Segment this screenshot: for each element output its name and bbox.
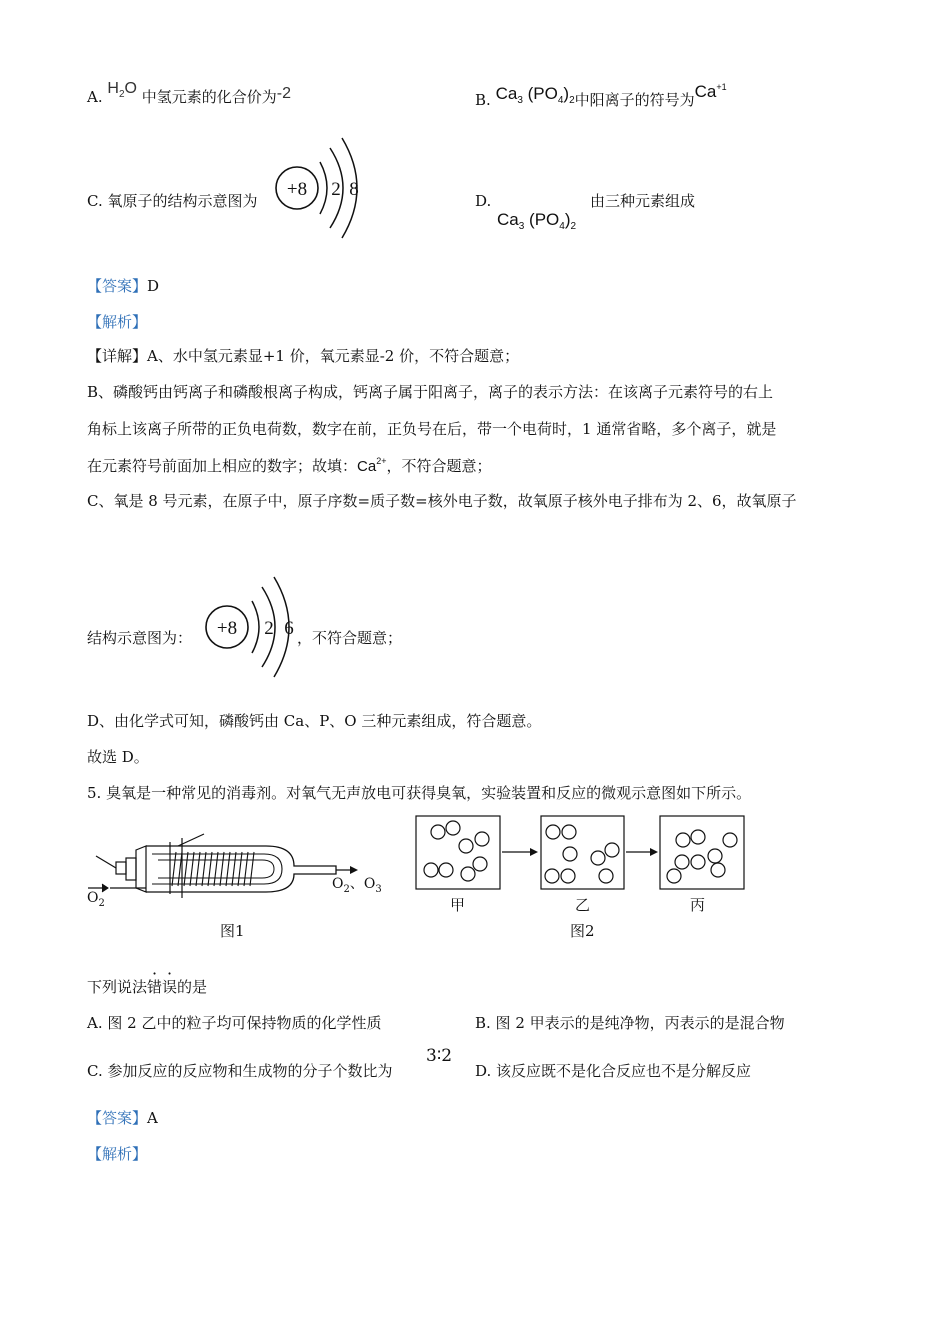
answer-line: 【答案】D <box>87 277 160 295</box>
water-formula: $H_2O$ <box>107 80 137 100</box>
analysis-label: 【解析】 <box>87 313 148 331</box>
svg-text:2: 2 <box>331 179 341 200</box>
svg-text:8: 8 <box>349 179 359 200</box>
q5-option-c: C. 参加反应的反应物和生成物的分子个数比为 <box>87 1062 393 1080</box>
svg-text:6: 6 <box>284 618 294 639</box>
q5-stem: 5. 臭氧是一种常见的消毒剂。对氧气无声放电可获得臭氧，实验装置和反应的微观示意图如下所示。 <box>87 784 752 802</box>
q4-option-c: C. 氧原子的结构示意图为 <box>87 192 258 210</box>
oxygen-atom-diagram-explain <box>202 575 302 679</box>
explain-line-1: 【详解】A、水中氢元素显+1 价，氧元素显-2 价，不符合题意； <box>87 347 520 365</box>
calcium-phosphate-formula: $Ca_3$ $(PO_4)_2$ <box>495 84 575 106</box>
svg-text:+8: +8 <box>286 179 308 200</box>
explain-line-2: B、磷酸钙由钙离子和磷酸根离子构成，钙离子属于阳离子，离子的表示方法：在该离子元素符号的右上 <box>87 383 774 401</box>
calcium-phosphate-formula-d: $Ca_3$ $(PO_4)_2$ <box>497 210 577 232</box>
fig2-label-bing: 丙 <box>690 896 706 914</box>
explain-line-8: 故选 D。 <box>87 748 149 766</box>
svg-text:2: 2 <box>264 618 274 639</box>
oxygen-atom-diagram-option <box>272 136 368 240</box>
q4-option-b: B. $Ca_3$ $(PO_4)_2$中阳离子的符号为$Ca^{+1}$ <box>475 82 727 109</box>
explain-line-3: 角标上该离子所带的正负电荷数，数字在前，正负号在后，带一个电荷时，1 通常省略，多个离子，就是 <box>87 420 777 438</box>
q4-option-d-text: 由三种元素组成 <box>590 192 696 210</box>
ozone-generator-figure <box>86 828 386 918</box>
micro-reaction-figure <box>412 812 752 892</box>
explain-line-6: 结构示意图为： <box>87 629 193 647</box>
q5-prompt: 下列说法错误的是 <box>87 978 208 996</box>
explain-line-7: D、由化学式可知，磷酸钙由 Ca、P、O 三种元素组成，符合题意。 <box>87 712 542 730</box>
valence-value: -2 <box>276 85 291 102</box>
fig2-label-jia: 甲 <box>450 896 466 914</box>
explain-line-4: 在元素符号前面加上相应的数字；故填：$Ca^{2+}$，不符合题意； <box>87 456 492 475</box>
fig1-inlet-label: $O_2$ <box>87 890 105 909</box>
q4-option-a: A. $H_2O$ 中氢元素的化合价为-2 <box>87 80 291 106</box>
svg-text:+8: +8 <box>216 618 238 639</box>
q5-option-a: A. 图 2 乙中的粒子均可保持物质的化学性质 <box>87 1014 382 1032</box>
fig2-caption: 图2 <box>570 922 595 940</box>
fig1-caption: 图1 <box>220 922 245 940</box>
q5-option-b: B. 图 2 甲表示的是纯净物，丙表示的是混合物 <box>475 1014 785 1032</box>
q4-option-d: D. <box>475 192 492 210</box>
fig1-outlet-label: $O_2$、$O_3$ <box>332 876 382 895</box>
fig2-label-yi: 乙 <box>575 896 591 914</box>
q5-option-c-ratio: 3∶2 <box>426 1046 453 1066</box>
explain-line-5: C、氧是 8 号元素，在原子中，原子序数=质子数=核外电子数，故氧原子核外电子排布为 2、6，故氧原子 <box>87 492 797 510</box>
answer-line-2: 【答案】A <box>87 1109 158 1127</box>
q5-option-d: D. 该反应既不是化合反应也不是分解反应 <box>475 1062 752 1080</box>
explain-line-6-tail: ，不符合题意； <box>297 629 403 647</box>
analysis-label-2: 【解析】 <box>87 1145 148 1163</box>
cation-symbol: $Ca^{+1}$ <box>694 82 727 101</box>
